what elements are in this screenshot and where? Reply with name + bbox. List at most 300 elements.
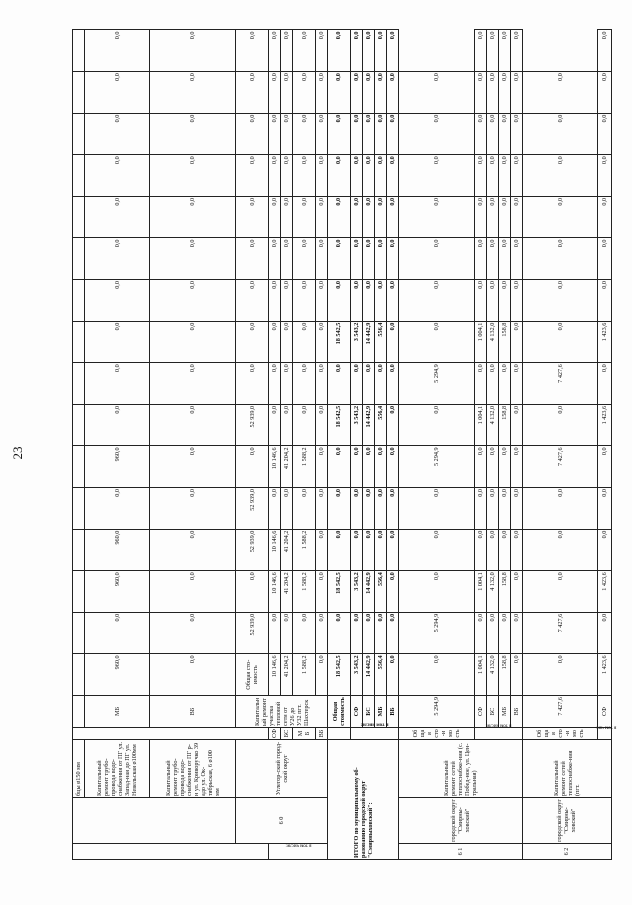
budget-table	[72, 30, 616, 861]
value-cell: 0,0	[362, 196, 374, 238]
territory-cell: городской округ "Смирны-ховский"	[522, 798, 611, 844]
value-cell: 0,0	[486, 238, 498, 280]
value-cell: 0,0	[85, 488, 150, 530]
value-cell: 0,0	[316, 72, 328, 114]
value-cell	[73, 321, 85, 363]
value-cell: 0,0	[474, 72, 486, 114]
value-cell: 0,0	[281, 196, 293, 238]
value-cell: 18 542,5	[328, 571, 351, 613]
value-cell: 0,0	[281, 30, 293, 72]
value-cell: 18 542,5	[328, 654, 351, 696]
source-cell: СФ	[350, 696, 362, 728]
value-cell: 0,0	[328, 155, 351, 197]
value-cell: 0,0	[149, 529, 235, 571]
value-cell: 0,0	[598, 72, 612, 114]
value-cell	[73, 363, 85, 405]
value-cell: 0,0	[328, 238, 351, 280]
value-cell: 0,0	[510, 529, 522, 571]
value-cell: 0,0	[328, 196, 351, 238]
value-cell: 0,0	[522, 571, 597, 613]
value-cell: 0,0	[374, 488, 386, 530]
value-cell: 0,0	[399, 321, 474, 363]
table-row	[281, 30, 293, 860]
value-cell: 0,0	[498, 612, 510, 654]
source-cell: МБ	[374, 696, 386, 728]
value-cell: 18 542,5	[328, 404, 351, 446]
value-cell: 0,0	[362, 446, 374, 488]
value-cell: 0,0	[316, 113, 328, 155]
value-cell: 0,0	[149, 196, 235, 238]
value-cell: 0,0	[474, 30, 486, 72]
value-cell: 556,4	[374, 321, 386, 363]
table-row	[73, 30, 85, 860]
source-cell: СФ	[269, 728, 281, 740]
table-row	[474, 30, 486, 860]
value-cell: 0,0	[510, 404, 522, 446]
value-cell: 0,0	[316, 238, 328, 280]
value-cell: 10 146,6	[269, 529, 281, 571]
value-cell: 0,0	[386, 404, 398, 446]
value-cell: 0,0	[399, 72, 474, 114]
row-number-cell: 6 1	[399, 844, 523, 860]
value-cell: 0,0	[236, 196, 269, 238]
value-cell	[73, 238, 85, 280]
value-cell: 0,0	[362, 72, 374, 114]
source-cell: Общая сто-имость	[236, 654, 269, 696]
value-cell	[73, 529, 85, 571]
value-cell: 0,0	[316, 404, 328, 446]
value-cell: 3 543,2	[350, 571, 362, 613]
value-cell: 0,0	[498, 238, 510, 280]
vertical-label: в том чис-	[594, 724, 616, 730]
value-cell: 0,0	[486, 155, 498, 197]
value-cell: 0,0	[399, 280, 474, 322]
value-cell: 0,0	[149, 113, 235, 155]
table-viewport	[72, 30, 616, 860]
value-cell: 0,0	[498, 280, 510, 322]
vertical-label-cell	[594, 724, 616, 740]
value-cell: 0,0	[399, 654, 474, 696]
value-cell: 0,0	[486, 488, 498, 530]
value-cell: 0,0	[510, 280, 522, 322]
value-cell: 0,0	[350, 363, 362, 405]
value-cell: 0,0	[85, 113, 150, 155]
value-cell: 0,0	[374, 113, 386, 155]
value-cell: 0,0	[281, 488, 293, 530]
value-cell: 0,0	[316, 571, 328, 613]
value-cell: 0,0	[386, 321, 398, 363]
value-cell: 0,0	[269, 404, 281, 446]
value-cell: 0,0	[281, 113, 293, 155]
value-cell: 0,0	[350, 529, 362, 571]
value-cell: 0,0	[350, 113, 362, 155]
value-cell: 0,0	[236, 30, 269, 72]
vertical-label: в том числе:	[485, 722, 512, 728]
value-cell: 0,0	[598, 529, 612, 571]
value-cell: 0,0	[316, 30, 328, 72]
value-cell: 0,0	[510, 363, 522, 405]
value-cell: 0,0	[510, 155, 522, 197]
value-cell: 0,0	[269, 113, 281, 155]
value-cell: 0,0	[498, 488, 510, 530]
value-cell: 0,0	[269, 155, 281, 197]
value-cell: 1 423,6	[598, 571, 612, 613]
subtotal-vertical-cell	[350, 721, 398, 740]
value-cell: 0,0	[293, 238, 316, 280]
value-cell: 0,0	[598, 612, 612, 654]
source-cell: МБ	[498, 696, 510, 728]
value-cell: 3 543,2	[350, 321, 362, 363]
value-cell: 0,0	[362, 488, 374, 530]
value-cell	[73, 113, 85, 155]
page-number: 23	[10, 446, 25, 460]
value-cell: 0,0	[510, 571, 522, 613]
value-cell: 0,0	[362, 363, 374, 405]
value-cell: 0,0	[269, 30, 281, 72]
value-cell: 158,8	[498, 654, 510, 696]
value-cell: 0,0	[281, 280, 293, 322]
table-row	[328, 30, 351, 860]
vertical-label-cell	[474, 722, 522, 740]
value-cell: 0,0	[510, 612, 522, 654]
object-cell: Капитальный ремонт трубо-провода водо-снабжения от ПГ р-н ул. Криворучко 39 адо ул. Ок-тябрьская, 6 ø100 мм	[149, 740, 235, 798]
value-cell: 0,0	[399, 571, 474, 613]
value-cell: 5 294,9	[399, 612, 474, 654]
value-cell: 0,0	[293, 155, 316, 197]
value-cell: 0,0	[386, 72, 398, 114]
value-cell: 0,0	[374, 238, 386, 280]
source-cell: БС	[362, 696, 374, 728]
value-cell: 556,4	[374, 404, 386, 446]
value-cell: 0,0	[522, 155, 597, 197]
value-cell: 0,0	[293, 321, 316, 363]
object-cell: Капитальный ремонт трубо-провода водо-снабжения от ПГ ул. Запад-ная до ПГ ул. Невельская ø100мм	[85, 740, 150, 798]
value-cell: 0,0	[474, 612, 486, 654]
value-cell: 0,0	[328, 488, 351, 530]
value-cell: 0,0	[269, 612, 281, 654]
value-cell: 960,0	[85, 654, 150, 696]
value-cell: 0,0	[386, 363, 398, 405]
value-cell: 0,0	[85, 404, 150, 446]
value-cell: 0,0	[510, 72, 522, 114]
value-cell: 0,0	[293, 488, 316, 530]
value-cell: 52 939,0	[236, 529, 269, 571]
value-cell: 0,0	[236, 446, 269, 488]
value-cell: 0,0	[362, 30, 374, 72]
value-cell: 52 939,0	[236, 404, 269, 446]
vertical-label: в том числе:	[285, 842, 312, 848]
value-cell: 1 423,6	[598, 404, 612, 446]
value-cell: 0,0	[386, 612, 398, 654]
value-cell: 5 294,9	[399, 696, 474, 728]
table-row	[350, 30, 362, 860]
row-number-cell	[73, 844, 269, 860]
value-cell: 0,0	[399, 238, 474, 280]
value-cell: 7 427,6	[522, 363, 597, 405]
value-cell: 1 588,2	[293, 654, 316, 696]
object-cell: Капитальный ремонт сетей теплоснабже-ния (с. Побед-ное, ул. Цен-тральная)	[399, 740, 523, 798]
value-cell: 41 204,2	[281, 571, 293, 613]
value-cell: 0,0	[328, 280, 351, 322]
value-cell: 4 132,0	[486, 571, 498, 613]
value-cell: 0,0	[85, 363, 150, 405]
value-cell: 1 004,1	[474, 321, 486, 363]
value-cell: 0,0	[522, 404, 597, 446]
value-cell: 0,0	[85, 30, 150, 72]
value-cell: 0,0	[316, 488, 328, 530]
value-cell: 0,0	[598, 113, 612, 155]
value-cell: 0,0	[281, 72, 293, 114]
value-cell: 0,0	[598, 155, 612, 197]
value-cell: 960,0	[85, 571, 150, 613]
value-cell: 0,0	[362, 113, 374, 155]
value-cell: 0,0	[328, 72, 351, 114]
value-cell: 0,0	[598, 196, 612, 238]
value-cell: 0,0	[281, 363, 293, 405]
value-cell: 0,0	[386, 155, 398, 197]
value-cell: 0,0	[510, 488, 522, 530]
value-cell: 4 132,0	[486, 654, 498, 696]
value-cell: 0,0	[362, 155, 374, 197]
territory-cell	[73, 798, 236, 844]
value-cell: 0,0	[598, 280, 612, 322]
value-cell: 0,0	[498, 529, 510, 571]
value-cell: 0,0	[386, 30, 398, 72]
value-cell: 0,0	[498, 446, 510, 488]
subtotal-vertical-cell	[328, 728, 351, 740]
value-cell: 0,0	[316, 529, 328, 571]
value-cell: 0,0	[386, 571, 398, 613]
value-cell: 0,0	[350, 196, 362, 238]
value-cell: 0,0	[399, 488, 474, 530]
source-cell: Общая стоимость	[328, 696, 351, 728]
value-cell: 0,0	[486, 446, 498, 488]
value-cell: 0,0	[316, 363, 328, 405]
value-cell: 0,0	[362, 529, 374, 571]
value-cell	[73, 571, 85, 613]
value-cell: 0,0	[85, 280, 150, 322]
value-cell: 0,0	[522, 196, 597, 238]
value-cell: 0,0	[522, 488, 597, 530]
value-cell: 0,0	[236, 155, 269, 197]
value-cell: 14 442,9	[362, 654, 374, 696]
value-cell: 0,0	[293, 404, 316, 446]
value-cell: 14 442,9	[362, 404, 374, 446]
value-cell: 0,0	[474, 363, 486, 405]
value-cell: 0,0	[399, 113, 474, 155]
value-cell: 0,0	[350, 238, 362, 280]
value-cell: 0,0	[374, 612, 386, 654]
value-cell: 0,0	[269, 280, 281, 322]
table-row	[399, 30, 474, 860]
value-cell: 0,0	[350, 446, 362, 488]
value-cell: 0,0	[486, 196, 498, 238]
value-cell: 0,0	[350, 612, 362, 654]
value-cell	[73, 72, 85, 114]
value-cell: 0,0	[486, 363, 498, 405]
object-cell: бцы ø150 мм	[73, 740, 85, 798]
value-cell: 0,0	[474, 196, 486, 238]
value-cell: 5 294,9	[399, 446, 474, 488]
value-cell: 556,4	[374, 571, 386, 613]
value-cell	[73, 196, 85, 238]
value-cell: 7 427,6	[522, 696, 597, 728]
value-cell: 1 588,2	[293, 446, 316, 488]
value-cell: 0,0	[522, 321, 597, 363]
source-cell: БС	[486, 696, 498, 728]
value-cell: 0,0	[350, 280, 362, 322]
value-cell: 0,0	[316, 612, 328, 654]
territory-cell: городской округ "Смирны-ховский"	[399, 798, 523, 844]
value-cell: 960,0	[85, 529, 150, 571]
value-cell: 0,0	[486, 612, 498, 654]
value-cell: 0,0	[85, 321, 150, 363]
value-cell: 0,0	[85, 155, 150, 197]
value-cell: 10 146,6	[269, 446, 281, 488]
value-cell: 0,0	[399, 196, 474, 238]
value-cell: 1 588,2	[293, 571, 316, 613]
value-cell: 158,8	[498, 404, 510, 446]
value-cell: 0,0	[498, 363, 510, 405]
value-cell: 0,0	[510, 113, 522, 155]
value-cell: 0,0	[510, 238, 522, 280]
source-cell: СФ	[474, 696, 486, 728]
value-cell: 0,0	[374, 155, 386, 197]
value-cell: 0,0	[598, 238, 612, 280]
value-cell: 0,0	[486, 529, 498, 571]
value-cell: 0,0	[486, 30, 498, 72]
value-cell: 0,0	[328, 612, 351, 654]
value-cell: 0,0	[510, 196, 522, 238]
value-cell: 0,0	[498, 30, 510, 72]
value-cell: 0,0	[293, 612, 316, 654]
value-cell: 1 004,1	[474, 571, 486, 613]
value-cell: 0,0	[386, 113, 398, 155]
value-cell: 0,0	[474, 446, 486, 488]
value-cell: 0,0	[374, 280, 386, 322]
value-cell: 0,0	[316, 196, 328, 238]
value-cell: 0,0	[522, 529, 597, 571]
value-cell: 0,0	[399, 404, 474, 446]
value-cell: 10 146,6	[269, 654, 281, 696]
value-cell: 158,8	[498, 571, 510, 613]
value-cell: 0,0	[328, 446, 351, 488]
value-cell: 1 423,6	[598, 654, 612, 696]
total-label-cell: ИТОГО по муниципальному об-разованию городской округ "Смирныховский":	[328, 740, 399, 860]
source-cell: Общая сто-имость	[522, 728, 597, 740]
value-cell: 0,0	[316, 280, 328, 322]
value-cell: 0,0	[149, 612, 235, 654]
value-cell: 0,0	[328, 113, 351, 155]
value-cell: 3 543,2	[350, 404, 362, 446]
value-cell: 0,0	[498, 113, 510, 155]
value-cell: 0,0	[236, 72, 269, 114]
value-cell: 0,0	[269, 363, 281, 405]
value-cell: 5 294,9	[399, 363, 474, 405]
value-cell: 960,0	[85, 446, 150, 488]
value-cell: 0,0	[85, 238, 150, 280]
value-cell: 0,0	[149, 446, 235, 488]
value-cell: 0,0	[269, 321, 281, 363]
table-row	[598, 30, 612, 860]
value-cell: 0,0	[293, 196, 316, 238]
value-cell	[73, 30, 85, 72]
vertical-label-cell	[73, 728, 269, 740]
value-cell: 0,0	[510, 446, 522, 488]
source-cell: ВБ	[386, 696, 398, 728]
value-cell: 0,0	[474, 155, 486, 197]
value-cell: 0,0	[474, 488, 486, 530]
value-cell: 0,0	[386, 280, 398, 322]
value-cell: 4 132,0	[486, 404, 498, 446]
value-cell: 0,0	[149, 363, 235, 405]
vertical-label-cell	[269, 844, 328, 860]
value-cell: 0,0	[269, 72, 281, 114]
object-cell: Капитальный ремонт участка тепловой сети от У26 до У32 пгт. Шахтерск	[236, 696, 328, 728]
value-cell: 556,4	[374, 654, 386, 696]
value-cell: 0,0	[510, 654, 522, 696]
value-cell: 0,0	[386, 488, 398, 530]
value-cell: 0,0	[149, 72, 235, 114]
table-row	[293, 30, 316, 860]
value-cell: 0,0	[598, 30, 612, 72]
value-cell: 0,0	[328, 529, 351, 571]
value-cell: 7 427,6	[522, 446, 597, 488]
value-cell: 0,0	[598, 363, 612, 405]
object-cell: Капитальный ремонт сетей теплоснабже-ния (пгт.	[522, 740, 611, 798]
source-cell: Общая сто-имость	[399, 728, 474, 740]
value-cell: 0,0	[293, 113, 316, 155]
value-cell: 0,0	[399, 529, 474, 571]
value-cell: 52 939,0	[236, 612, 269, 654]
value-cell	[73, 280, 85, 322]
value-cell: 0,0	[328, 30, 351, 72]
source-cell	[73, 696, 85, 728]
value-cell: 3 543,2	[350, 654, 362, 696]
source-cell: МБ	[293, 728, 316, 740]
value-cell: 0,0	[374, 30, 386, 72]
value-cell: 0,0	[474, 113, 486, 155]
value-cell: 4 132,0	[486, 321, 498, 363]
value-cell: 0,0	[85, 196, 150, 238]
value-cell: 0,0	[149, 571, 235, 613]
value-cell: 0,0	[486, 113, 498, 155]
value-cell: 0,0	[316, 446, 328, 488]
value-cell: 0,0	[281, 155, 293, 197]
value-cell	[73, 612, 85, 654]
value-cell: 0,0	[374, 446, 386, 488]
value-cell: 0,0	[350, 30, 362, 72]
value-cell: 0,0	[522, 113, 597, 155]
value-cell: 0,0	[598, 488, 612, 530]
value-cell: 0,0	[236, 113, 269, 155]
value-cell: 0,0	[149, 321, 235, 363]
value-cell: 0,0	[281, 321, 293, 363]
value-cell	[73, 654, 85, 696]
value-cell: 0,0	[374, 72, 386, 114]
value-cell	[73, 488, 85, 530]
value-cell: 0,0	[293, 72, 316, 114]
value-cell: 10 146,6	[269, 571, 281, 613]
value-cell: 0,0	[316, 654, 328, 696]
value-cell: 0,0	[293, 363, 316, 405]
value-cell: 0,0	[350, 72, 362, 114]
value-cell: 0,0	[362, 612, 374, 654]
value-cell	[73, 155, 85, 197]
value-cell: 0,0	[474, 529, 486, 571]
value-cell: 0,0	[85, 72, 150, 114]
value-cell: 0,0	[386, 238, 398, 280]
